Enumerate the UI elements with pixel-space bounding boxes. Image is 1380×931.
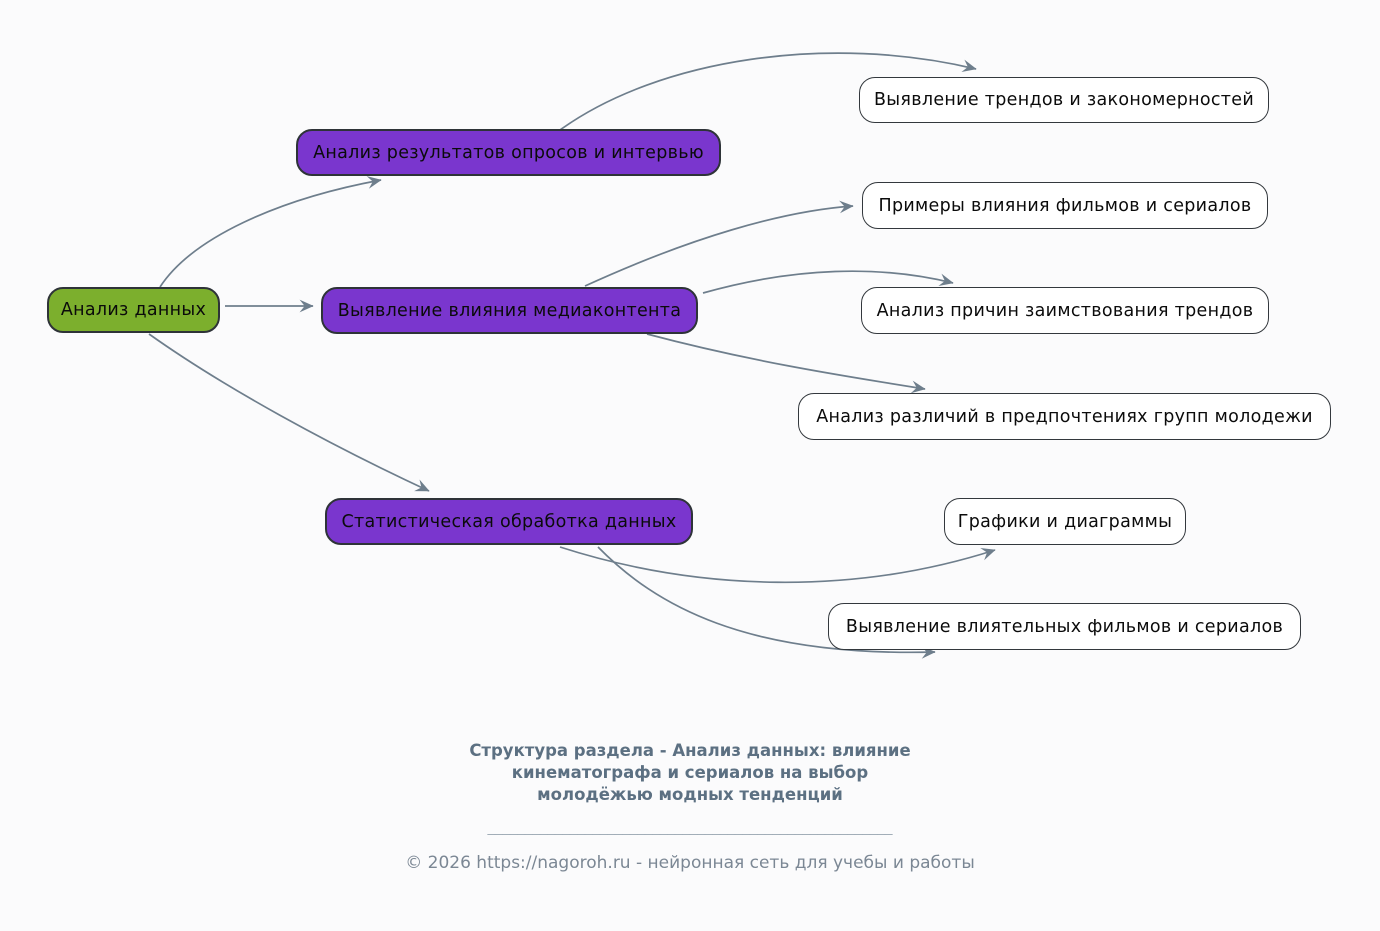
footer-divider: ______________________________________________________ (487, 819, 893, 835)
edge-root-to-branch1 (160, 180, 381, 287)
node-leaf-vliyatelnye-filmy[interactable]: Выявление влиятельных фильмов и сериалов (828, 603, 1301, 650)
node-root-analiz-dannyh[interactable]: Анализ данных (47, 287, 220, 333)
node-leaf-prichiny-zaimstvovaniya[interactable]: Анализ причин заимствования трендов (861, 287, 1269, 334)
node-branch-vliyanie-mediakontenta[interactable]: Выявление влияния медиаконтента (321, 287, 698, 334)
node-branch-statisticheskaya-obrabotka[interactable]: Статистическая обработка данных (325, 498, 693, 545)
diagram-title: Структура раздела - Анализ данных: влияние кинематографа и сериалов на выбор молодёжью модных тенденций (469, 741, 911, 804)
edge-branch3-to-leaf5 (560, 547, 995, 582)
node-branch-analiz-oprosov[interactable]: Анализ результатов опросов и интервью (296, 129, 721, 176)
node-leaf-trendy-zakonomernosti[interactable]: Выявление трендов и закономерностей (859, 77, 1269, 123)
node-leaf-razlichiya-predpochteniy[interactable]: Анализ различий в предпочтениях групп молодежи (798, 393, 1331, 440)
node-leaf-grafiki-diagrammy[interactable]: Графики и диаграммы (944, 498, 1186, 545)
edge-root-to-branch3 (149, 334, 429, 491)
footer (0, 740, 1380, 873)
node-leaf-primery-vliyaniya[interactable]: Примеры влияния фильмов и сериалов (862, 182, 1268, 229)
copyright-text: © 2026 https://nagoroh.ru - нейронная сеть для учебы и работы (405, 852, 975, 873)
edge-branch2-to-leaf2 (585, 206, 853, 286)
edge-branch2-to-leaf4 (647, 334, 925, 389)
